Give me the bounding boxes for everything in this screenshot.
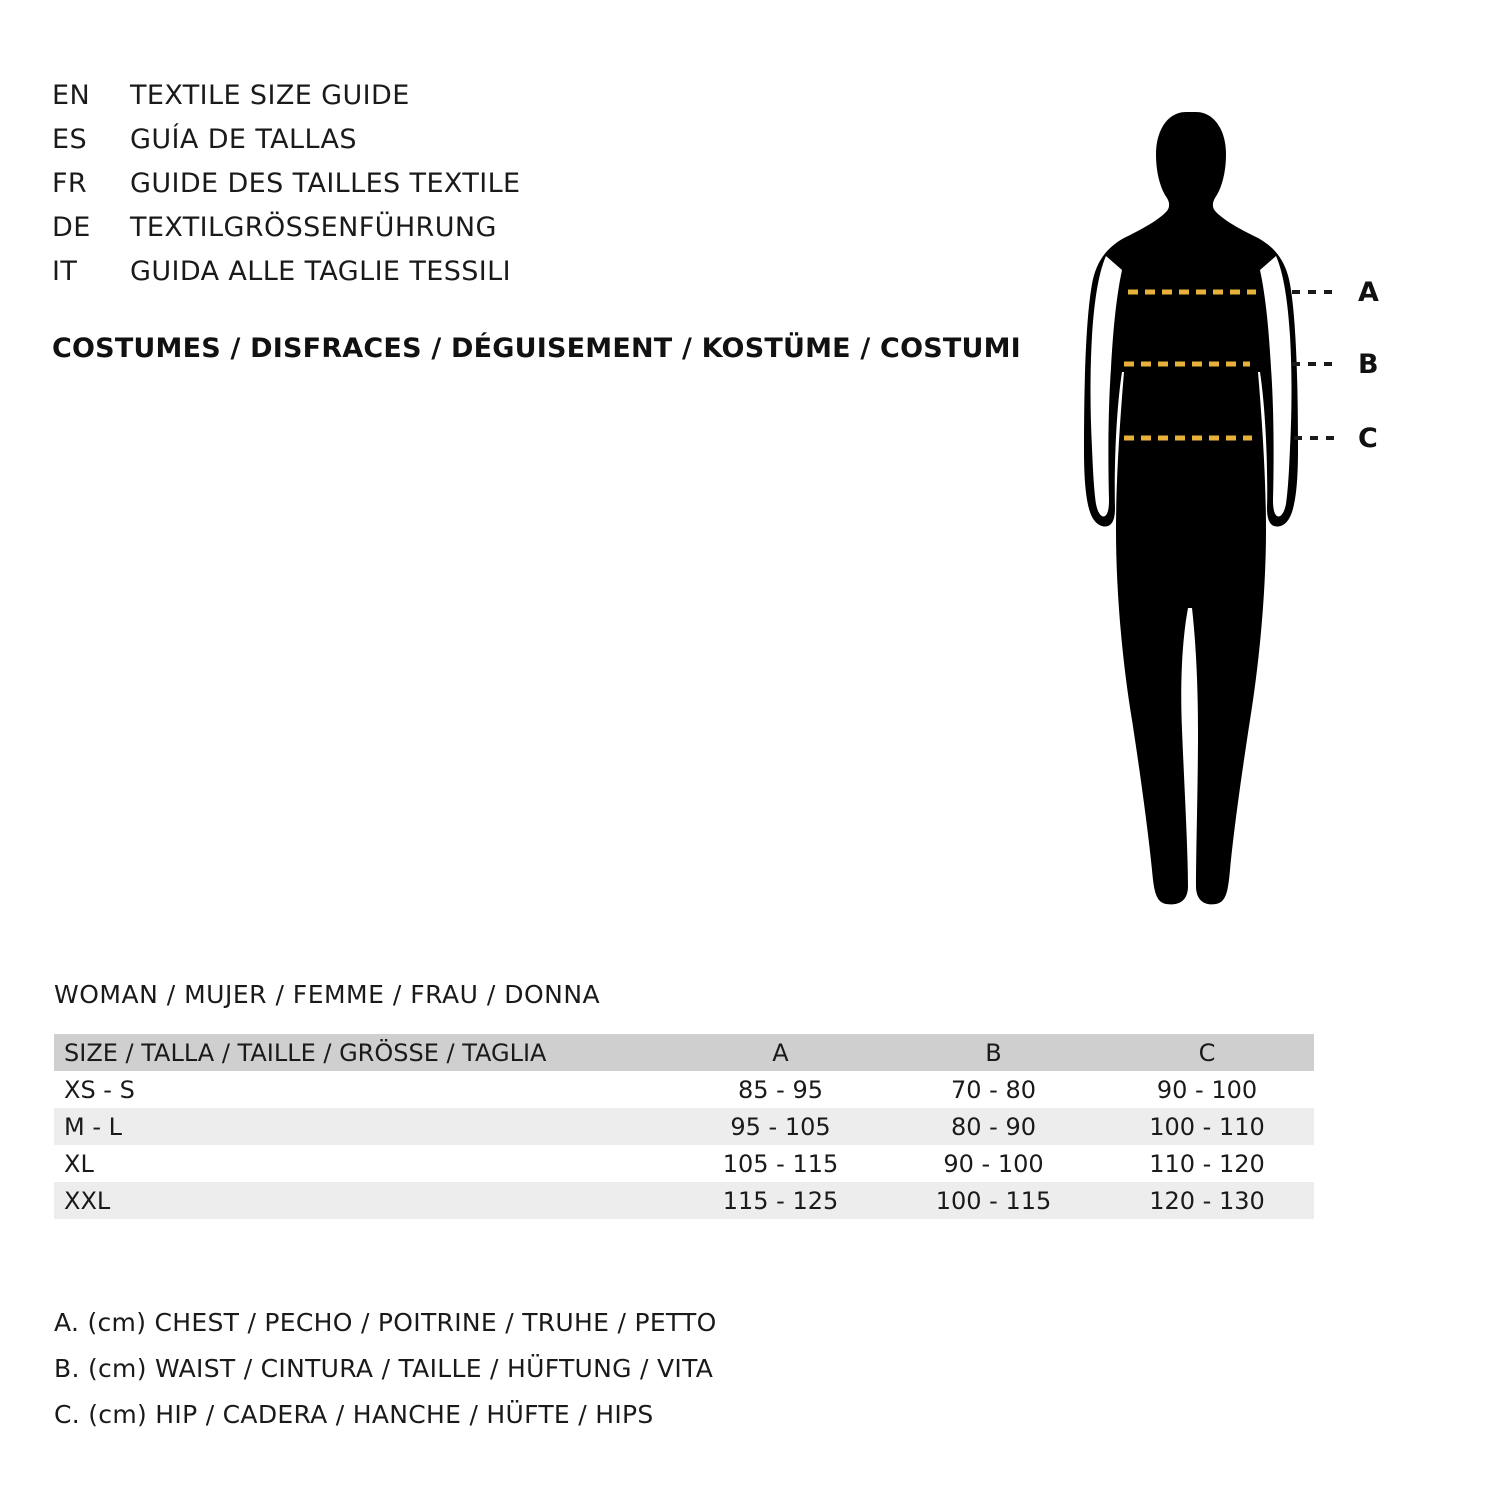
cell-b: 100 - 115 — [935, 1186, 1052, 1215]
cell-b: 70 - 80 — [951, 1075, 1036, 1104]
table-row — [54, 1071, 1314, 1108]
table-row — [54, 1182, 1314, 1219]
cell-c: 100 - 110 — [1149, 1112, 1265, 1141]
woman-silhouette-icon — [1040, 60, 1460, 940]
cell-a: 95 - 105 — [730, 1112, 831, 1141]
language-code-de: DE — [52, 212, 91, 243]
table-header-size: SIZE / TALLA / TAILLE / GRÖSSE / TAGLIA — [64, 1038, 547, 1067]
marker-label-c: C — [1358, 423, 1378, 454]
cell-c: 90 - 100 — [1156, 1075, 1258, 1104]
language-text-de: TEXTILGRÖSSENFÜHRUNG — [130, 212, 497, 243]
language-row-it — [52, 250, 672, 294]
cell-size: XXL — [64, 1186, 111, 1215]
cell-c: 110 - 120 — [1149, 1149, 1265, 1178]
language-text-fr: GUIDE DES TAILLES TEXTILE — [130, 168, 521, 199]
table-header-row — [54, 1034, 1314, 1071]
cell-a: 85 - 95 — [738, 1075, 823, 1104]
table-header-c: C — [1198, 1038, 1216, 1067]
legend-item-c: C. (cm) HIP / CADERA / HANCHE / HÜFTE / HIPS — [54, 1400, 654, 1429]
figure-diagram — [1040, 60, 1460, 940]
legend-item-a: A. (cm) CHEST / PECHO / POITRINE / TRUHE / PETTO — [54, 1308, 717, 1337]
language-text-en: TEXTILE SIZE GUIDE — [130, 80, 410, 111]
legend-item-b: B. (cm) WAIST / CINTURA / TAILLE / HÜFTUNG / VITA — [54, 1354, 714, 1383]
table-title: WOMAN / MUJER / FEMME / FRAU / DONNA — [54, 980, 601, 1009]
cell-size: M - L — [64, 1112, 122, 1141]
marker-label-b: B — [1358, 349, 1379, 380]
costumes-heading: COSTUMES / DISFRACES / DÉGUISEMENT / KOSTÜME / COSTUMI — [52, 333, 1021, 364]
table-row — [54, 1108, 1314, 1145]
cell-size: XS - S — [64, 1075, 135, 1104]
cell-c: 120 - 130 — [1149, 1186, 1265, 1215]
language-text-it: GUIDA ALLE TAGLIE TESSILI — [130, 256, 511, 287]
cell-a: 115 - 125 — [722, 1186, 839, 1215]
cell-size: XL — [64, 1149, 94, 1178]
language-text-es: GUÍA DE TALLAS — [130, 124, 357, 155]
measurement-legend — [54, 1300, 717, 1438]
language-row-en — [52, 74, 672, 118]
language-code-en: EN — [52, 80, 91, 111]
cell-b: 90 - 100 — [943, 1149, 1044, 1178]
language-code-es: ES — [52, 124, 87, 155]
language-code-fr: FR — [52, 168, 88, 199]
cell-a: 105 - 115 — [722, 1149, 839, 1178]
language-row-es — [52, 118, 672, 162]
language-row-fr — [52, 162, 672, 206]
table-header-b: B — [985, 1038, 1002, 1067]
cell-b: 80 - 90 — [951, 1112, 1036, 1141]
language-list — [52, 74, 672, 294]
table-header-a: A — [772, 1038, 789, 1067]
language-row-de — [52, 206, 672, 250]
table-row — [54, 1145, 1314, 1182]
size-table — [54, 1034, 1314, 1219]
language-code-it: IT — [52, 256, 78, 287]
marker-label-a: A — [1358, 277, 1379, 308]
